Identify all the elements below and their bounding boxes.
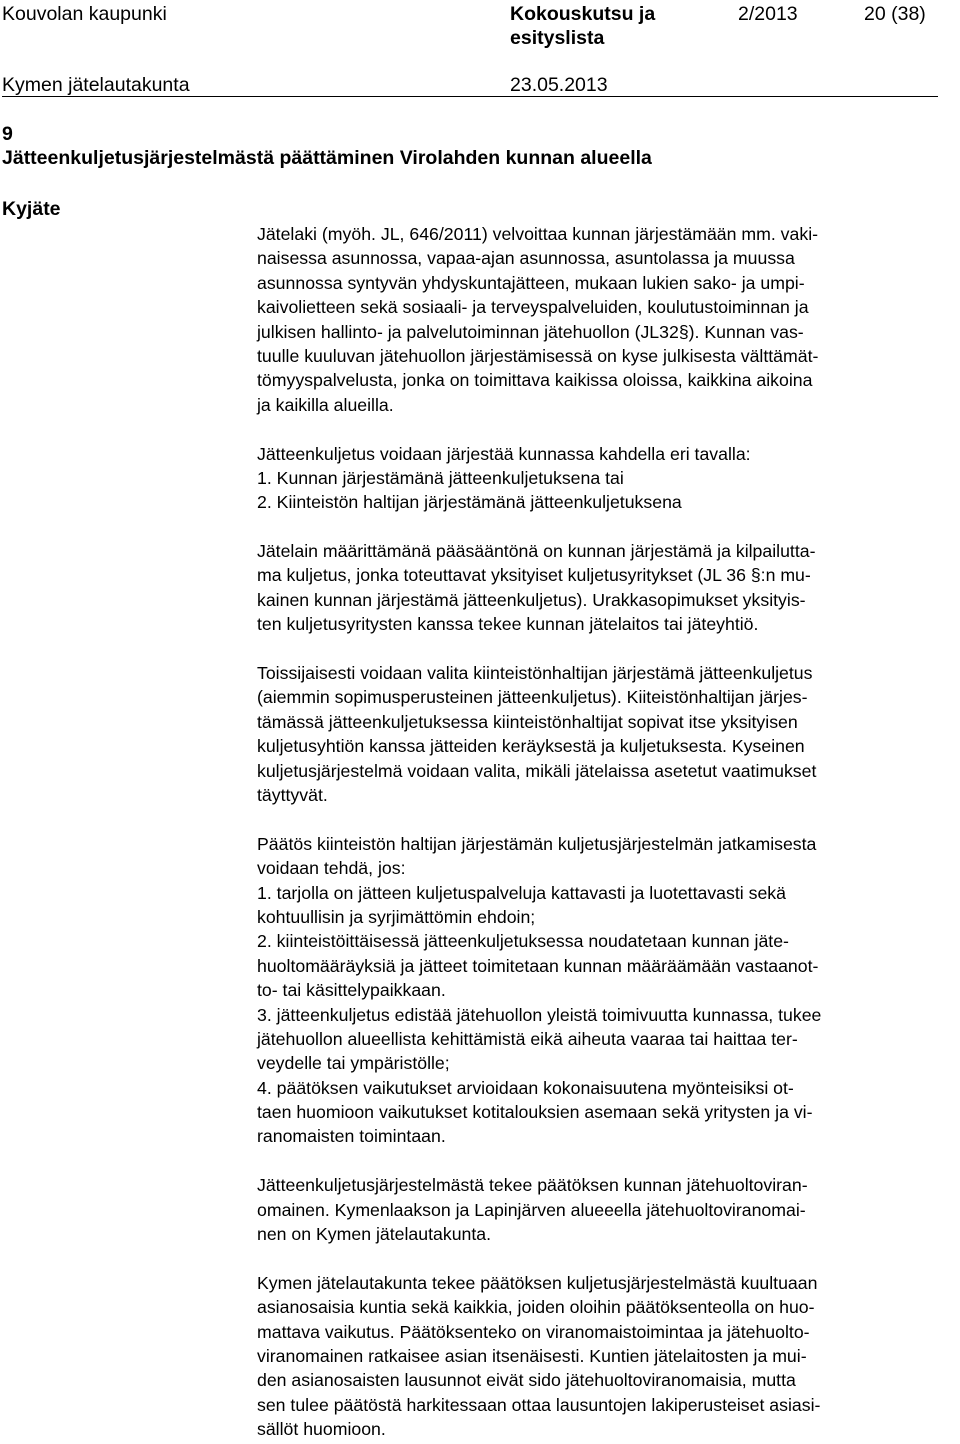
body-line: Päätös kiinteistön haltijan järjestämän kuljetusjärjestelmän jatkamisesta [257, 833, 817, 854]
body-line: asunnossa syntyvän yhdyskuntajätteen, mukaan lukien sako- ja umpi- [257, 272, 805, 293]
body-line: Kymen jätelautakunta tekee päätöksen kuljetusjärjestelmästä kuultuaan [257, 1272, 818, 1293]
body-line: veydelle tai ympäristölle; [257, 1053, 450, 1074]
body-line: Jätteenkuljetusjärjestelmästä tekee päätöksen kunnan jätehuoltoviran- [257, 1175, 808, 1196]
body-line: 1. Kunnan järjestämänä jätteenkuljetuksena tai [257, 467, 624, 488]
body-line: 2. Kiinteistön haltijan järjestämänä jätteenkuljetuksena [257, 492, 682, 513]
body-line: ten kuljetusyritysten kanssa tekee kunnan jätelaitos tai jäteyhtiö. [257, 614, 759, 635]
body-line: Jätelaki (myöh. JL, 646/2011) velvoittaa kunnan järjestämään mm. vaki- [257, 224, 819, 244]
body-line: taen huomioon vaikutukset kotitalouksien asemaan sekä yritysten ja vi- [257, 1102, 813, 1123]
body-line: kohtuullisin ja syrjimättömin ehdoin; [257, 906, 536, 927]
body-line: Jätelain määrittämänä pääsääntönä on kunnan järjestämä ja kilpailutta- [257, 541, 816, 562]
body-line: Toissijaisesti voidaan valita kiinteistönhaltijan järjestämä jätteenkuljetus [257, 663, 813, 684]
committee-name: Kymen jätelautakunta [2, 74, 190, 96]
body-line: ranomaisten toimintaan. [257, 1126, 446, 1147]
body-line: (aiemmin sopimusperusteinen jätteenkuljetus). Kiiteistönhaltijan järjes- [257, 687, 808, 708]
paragraph-gap [257, 417, 947, 441]
body-line: täyttyvät. [257, 784, 328, 805]
body-line: viranomainen ratkaisee asian itsenäisesti. Kuntien jätelaitosten ja mui- [257, 1345, 807, 1366]
document-type-line2: esityslista [510, 27, 605, 49]
document-type: Kokouskutsu ja [510, 3, 656, 25]
body-line: den asianosaisten lausunnot eivät sido jätehuoltoviranomaisia, mutta [257, 1370, 796, 1391]
paragraph-gap [257, 1246, 947, 1270]
body-line: voidaan tehdä, jos: [257, 858, 406, 879]
body-line: 4. päätöksen vaikutukset arvioidaan kokonaisuutena myönteisiksi ot- [257, 1077, 794, 1098]
session-number: 2/2013 [738, 3, 798, 25]
body-line: nen on Kymen jätelautakunta. [257, 1224, 492, 1245]
body-line: kuljetusjärjestelmä voidaan valita, mikäli jätelaissa asetetut vaatimukset [257, 760, 817, 781]
body-line: 3. jätteenkuljetus edistää jätehuollon yleistä toimivuutta kunnassa, tukee [257, 1004, 822, 1025]
body-line: omainen. Kymenlaakson ja Lapinjärven alueeella jätehuoltoviranomai- [257, 1199, 806, 1220]
body-line: julkisen hallinto- ja palvelutoiminnan jätehuollon (JL32§). Kunnan vas- [257, 321, 804, 342]
section-label: Kyjäte [2, 198, 61, 220]
body-line: jätehuollon alueellista kehittämistä eikä aiheuta vaaraa tai haittaa ter- [257, 1028, 798, 1049]
page-number: 20 (38) [864, 3, 926, 25]
body-text [257, 222, 947, 1442]
body-line: sen tulee päätöstä harkitessaan ottaa lausuntojen lakiperusteiset asiasi- [257, 1394, 821, 1415]
body-line: naisessa asunnossa, vapaa-ajan asunnossa, asuntolassa ja muussa [257, 248, 795, 269]
body-line: 2. kiinteistöittäisessä jätteenkuljetuksessa noudatetaan kunnan jäte- [257, 931, 789, 952]
item-number: 9 [2, 123, 13, 145]
paragraph-gap [257, 637, 947, 661]
body-line: Jätteenkuljetus voidaan järjestää kunnassa kahdella eri tavalla: [257, 443, 751, 464]
body-line: ja kaikilla alueilla. [257, 394, 394, 415]
organization-name: Kouvolan kaupunki [2, 3, 167, 25]
item-title: Jätteenkuljetusjärjestelmästä päättäminen Virolahden kunnan alueella [2, 147, 652, 169]
body-line: tämässä jätteenkuljetuksessa kiinteistönhaltijat sopivat itse yksityisen [257, 711, 798, 732]
body-line: asianosaisia kuntia sekä kaikkia, joiden oloihin päätöksenteolla on huo- [257, 1297, 815, 1318]
body-line: huoltomääräyksiä ja jätteet toimitetaan kunnan määräämään vastaanot- [257, 955, 819, 976]
body-line: mattava vaikutus. Päätöksenteko on viranomaistoimintaa ja jätehuolto- [257, 1321, 810, 1342]
paragraph-gap [257, 1149, 947, 1173]
body-line: tömyyspalvelusta, jonka on toimittava kaikissa oloissa, kaikkina aikoina [257, 370, 813, 391]
body-line: sällöt huomioon. [257, 1419, 386, 1440]
body-line: ma kuljetus, jonka toteuttavat yksityiset kuljetusyritykset (JL 36 §:n mu- [257, 565, 811, 586]
header-divider [2, 96, 938, 97]
meeting-date: 23.05.2013 [510, 74, 608, 96]
body-line: kuljetusyhtiön kanssa jätteiden keräyksestä ja kuljetuksesta. Kyseinen [257, 736, 805, 757]
body-line: to- tai käsittelypaikkaan. [257, 980, 446, 1001]
body-line: kaivolietteen sekä sosiaali- ja terveyspalveluiden, koulutustoiminnan ja [257, 297, 809, 318]
body-line: tuulle kuuluvan jätehuollon järjestämisessä on kyse julkisesta välttämät- [257, 345, 819, 366]
paragraph-gap [257, 807, 947, 831]
paragraph-gap [257, 515, 947, 539]
body-line: 1. tarjolla on jätteen kuljetuspalveluja kattavasti ja luotettavasti sekä [257, 882, 786, 903]
body-line: kainen kunnan järjestämä jätteenkuljetus). Urakkasopimukset yksityis- [257, 589, 806, 610]
